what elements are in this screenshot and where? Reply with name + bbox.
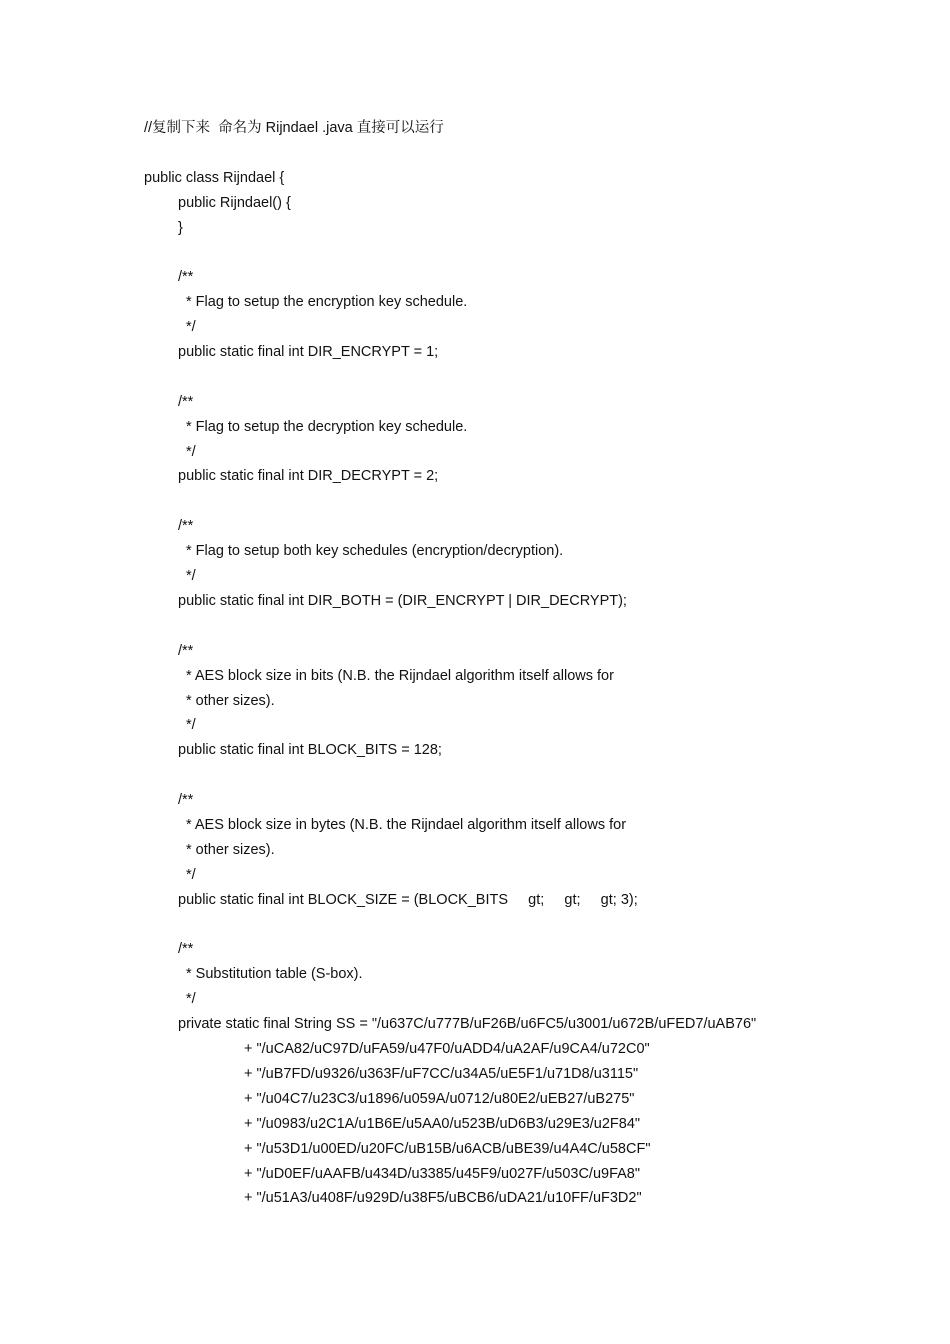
doc-comment-open: /** [178,269,194,285]
doc-comment-text: * other sizes). [186,842,275,858]
code-line: public static final int BLOCK_BITS = 128; [178,742,442,758]
doc-comment-text: * Flag to setup the encryption key schedule. [186,294,468,310]
constructor-close: } [178,220,183,236]
doc-comment-open: /** [178,941,194,957]
sbox-continuation-line: + "/uD0EF/uAAFB/u434D/u3385/u45F9/u027F/u503C/u9FA8" [244,1166,641,1182]
doc-comment-open: /** [178,643,194,659]
code-line: public static final int DIR_DECRYPT = 2; [178,468,439,484]
constructor-open: public Rijndael() { [178,195,291,211]
sbox-continuation-line: + "/uCA82/uC97D/uFA59/u47F0/uADD4/uA2AF/u9CA4/u72C0" [244,1041,650,1057]
doc-comment-text: * Substitution table (S-box). [186,966,363,982]
doc-comment-text: * AES block size in bytes (N.B. the Rijndael algorithm itself allows for [186,817,627,833]
sbox-continuation-line: + "/u0983/u2C1A/u1B6E/u5AA0/u523B/uD6B3/u29E3/u2F84" [244,1116,641,1132]
code-line: public static final int DIR_BOTH = (DIR_ENCRYPT | DIR_DECRYPT); [178,593,627,609]
sbox-continuation-line: + "/u51A3/u408F/u929D/u38F5/uBCB6/uDA21/u10FF/uF3D2" [244,1190,642,1206]
doc-comment-close: */ [186,319,196,335]
code-line: private static final String SS = "/u637C/u777B/uF26B/u6FC5/u3001/u672B/uFED7/uAB76" [178,1016,757,1032]
sbox-continuation-line: + "/uB7FD/u9326/u363F/uF7CC/u34A5/uE5F1/u71D8/u3115" [244,1066,639,1082]
doc-comment-open: /** [178,792,194,808]
doc-comment-text: * AES block size in bits (N.B. the Rijndael algorithm itself allows for [186,668,614,684]
doc-comment-text: * Flag to setup the decryption key schedule. [186,419,468,435]
doc-comment-close: */ [186,717,196,733]
sbox-continuation-line: + "/u53D1/u00ED/u20FC/uB15B/u6ACB/uBE39/u4A4C/u58CF" [244,1141,651,1157]
doc-comment-close: */ [186,867,196,883]
doc-comment-text: * Flag to setup both key schedules (encryption/decryption). [186,543,564,559]
doc-comment-close: */ [186,568,196,584]
doc-comment-close: */ [186,991,196,1007]
sbox-continuation-line: + "/u04C7/u23C3/u1896/u059A/u0712/u80E2/uEB27/uB275" [244,1091,635,1107]
header-comment: //复制下来 命名为 Rijndael .java 直接可以运行 [144,120,444,136]
class-declaration: public class Rijndael { [144,170,285,186]
code-line: public static final int DIR_ENCRYPT = 1; [178,344,439,360]
doc-comment-open: /** [178,518,194,534]
doc-comment-text: * other sizes). [186,693,275,709]
doc-comment-close: */ [186,444,196,460]
doc-comment-open: /** [178,394,194,410]
code-line: public static final int BLOCK_SIZE = (BLOCK_BITS gt; gt; gt; 3); [178,892,638,908]
